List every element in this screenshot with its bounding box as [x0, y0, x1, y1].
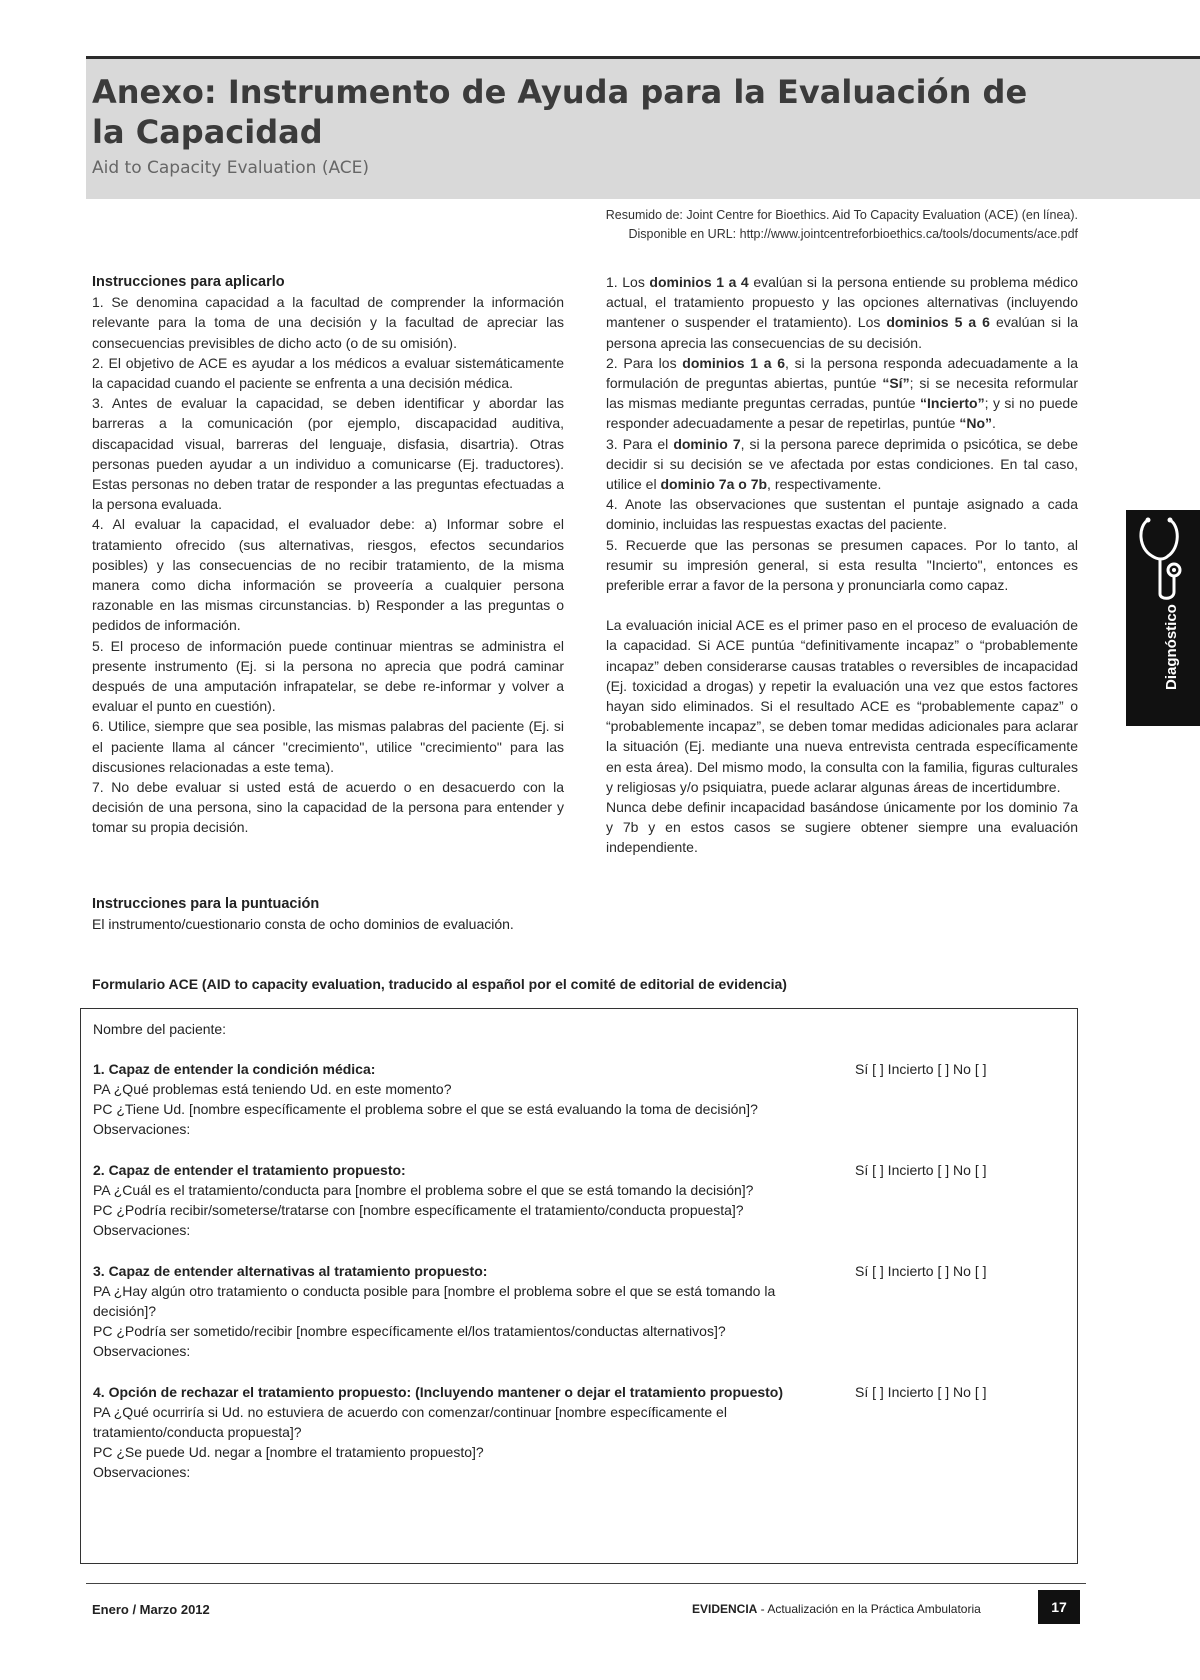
- issue-date: Enero / Marzo 2012: [92, 1602, 210, 1617]
- section-tab: [1126, 510, 1200, 726]
- domain-closed-question: PC ¿Se puede Ud. negar a [nombre el tratamiento propuesto]?: [93, 1444, 484, 1460]
- evaluation-note: Nunca debe definir incapacidad basándose únicamente por los dominio 7a y 7b y en estos casos se sugiere obtener siempre una evaluación independiente.: [606, 799, 1078, 856]
- evaluation-paragraph: La evaluación inicial ACE es el primer paso en el proceso de evaluación de la capacidad. Si ACE puntúa “definitivamente incapaz” o “probablemente incapaz” deben considerarse causas tratables o reversibles de incapacidad (Ej. toxicidad a drogas) y repetir la evaluación una vez que estos factores hayan sido eliminados. Si el resultado ACE es “probablemente capaz” o “probablemente incapaz”, se deben tomar medidas adicionales para aclarar la situación (Ej. mediante una nueva entrevista centrada específicamente en esta área). Del mismo modo, la consulta con la familia, figuras culturales y religiosas y/o psiquiatra, puede aclarar algunas áreas de incertidumbre.: [606, 617, 1078, 795]
- instruction-item: 6. Utilice, siempre que sea posible, las mismas palabras del paciente (Ej. si el paciente llama al cáncer "crecimiento", utilice "crecimiento" para las discusiones relacionadas a este tema).: [92, 718, 564, 775]
- domain-observations: Observaciones:: [93, 1222, 191, 1238]
- instruction-item: 2. El objetivo de ACE es ayudar a los médicos a evaluar sistemáticamente la capacidad cuando el paciente se enfrenta a una decisión médica.: [92, 354, 564, 392]
- instructions-heading: Instrucciones para aplicarlo: [92, 274, 285, 290]
- domain-closed-question: PC ¿Podría recibir/someterse/tratarse con [nombre específicamente el tratamiento/conducta propuesta]?: [93, 1202, 744, 1218]
- domain-observations: Observaciones:: [93, 1464, 191, 1480]
- journal-name: EVIDENCIA - Actualización en la Práctica Ambulatoria: [692, 1602, 981, 1616]
- scoring-text: El instrumento/cuestionario consta de ocho dominios de evaluación.: [92, 916, 514, 932]
- source-citation: [606, 206, 1078, 244]
- instruction-item: 5. El proceso de información puede continuar mientras se administra el presente instrumento (Ej. si la persona no aprecia que podrá caminar después de una amputación infrapatelar, se debe re-informar y volver a evaluar el punto en cuestión).: [92, 637, 564, 715]
- section-tab-label: Diagnóstico: [1163, 604, 1180, 690]
- left-column: [92, 272, 564, 838]
- ace-form: [80, 1008, 1078, 1564]
- instruction-item: 3. Antes de evaluar la capacidad, se deben identificar y abordar las barreras a la comunicación (por ejemplo, discapacidad auditiva, discapacidad visual, barreras del lenguaje, disfasia, disartria). Otras personas pueden ayudar a un individuo a comunicarse (Ej. traductores). Estas personas no deben tratar de responder a las preguntas efectuadas a la persona evaluada.: [92, 395, 564, 513]
- scoring-section: [92, 894, 564, 934]
- form-caption: Formulario ACE (AID to capacity evaluation, traducido al español por el comité de editorial de evidencia): [92, 976, 787, 992]
- footer-rule: [86, 1583, 1086, 1584]
- scoring-rule-4: 4. Anote las observaciones que sustentan el puntaje asignado a cada dominio, incluidas las respuestas exactas del paciente.: [606, 496, 1078, 533]
- domain-answer-options[interactable]: Sí [ ] Incierto [ ] No [ ]: [855, 1384, 987, 1400]
- source-url-line: Disponible en URL: http://www.jointcentreforbioethics.ca/tools/documents/ace.pdf: [628, 227, 1078, 241]
- scoring-rule-2: 2. Para los dominios 1 a 6, si la persona responda adecuadamente a la formulación de preguntas abiertas, puntúe “Sí”; si se necesita reformular las mismas mediante preguntas cerradas, puntúe “Incierto”; y si no puede responder adecuadamente a pesar de repetirlas, puntúe “No”.: [606, 354, 1078, 432]
- domain-closed-question: PC ¿Podría ser sometido/recibir [nombre específicamente el/los tratamientos/conductas alternativos]?: [93, 1323, 726, 1339]
- domain-observations: Observaciones:: [93, 1343, 191, 1359]
- form-domain: [93, 1160, 1063, 1240]
- domain-title: 1. Capaz de entender la condición médica:: [93, 1061, 376, 1077]
- form-domain: [93, 1059, 1063, 1139]
- instruction-item: 4. Al evaluar la capacidad, el evaluador debe: a) Informar sobre el tratamiento ofrecido (sus alternativas, riesgos, efectos secundarios posibles) y las consecuencias de no recibir tratamiento, de la misma manera como dicha información se proveería a cualquier persona razonable en las mismas circunstancias. b) Responder a las preguntas o pedidos de información.: [92, 516, 564, 634]
- domain-open-question: PA ¿Cuál es el tratamiento/conducta para [nombre el problema sobre el que se está tomando la decisión]?: [93, 1182, 754, 1198]
- scoring-rule-3: 3. Para el dominio 7, si la persona parece deprimida o psicótica, se debe decidir si su decisión se ve afectada por estas condiciones. En tal caso, utilice el dominio 7a o 7b, respectivamente.: [606, 435, 1078, 493]
- domain-answer-options[interactable]: Sí [ ] Incierto [ ] No [ ]: [855, 1061, 987, 1077]
- source-line: Resumido de: Joint Centre for Bioethics. Aid To Capacity Evaluation (ACE) (en línea).: [605, 208, 1078, 222]
- form-domain: [93, 1261, 1063, 1361]
- domain-title: 2. Capaz de entender el tratamiento propuesto:: [93, 1162, 406, 1178]
- instruction-item: 7. No debe evaluar si usted está de acuerdo o en desacuerdo con la decisión de una persona, sino la capacidad de la persona para entender y tomar su propia decisión.: [92, 779, 564, 836]
- instruction-item: 1. Se denomina capacidad a la facultad de comprender la información relevante para la toma de una decisión y la facultad de apreciar las consecuencias previsibles de dicho acto (o de su omisión).: [92, 294, 564, 351]
- domain-open-question: PA ¿Hay algún otro tratamiento o conducta posible para [nombre el problema sobre el que se está tomando la decisión]?: [93, 1283, 776, 1319]
- scoring-rule-5: 5. Recuerde que las personas se presumen capaces. Por lo tanto, al resumir su impresión general, si esta resulta "Incierto", entonces es preferible errar a favor de la persona y pronunciarla como capaz.: [606, 536, 1078, 594]
- domain-closed-question: PC ¿Tiene Ud. [nombre específicamente el problema sobre el que se está evaluando la toma de decisión]?: [93, 1101, 758, 1117]
- patient-name-label: Nombre del paciente:: [93, 1021, 227, 1037]
- scoring-rule-1: 1. Los dominios 1 a 4 evalúan si la persona entiende su problema médico actual, el tratamiento propuesto y las opciones alternativas (incluyendo mantener o suspender el tratamiento). Los dominios 5 a 6 evalúan si la persona aprecia las consecuencias de su decisión.: [606, 274, 1079, 351]
- domain-open-question: PA ¿Qué ocurriría si Ud. no estuviera de acuerdo con comenzar/continuar [nombre específicamente el tratamiento/conducta propuesta]?: [93, 1404, 727, 1440]
- domain-open-question: PA ¿Qué problemas está teniendo Ud. en este momento?: [93, 1081, 452, 1097]
- domain-answer-options[interactable]: Sí [ ] Incierto [ ] No [ ]: [855, 1263, 987, 1279]
- stethoscope-icon: [1134, 514, 1192, 604]
- domain-title: 4. Opción de rechazar el tratamiento propuesto: (Incluyendo mantener o dejar el tratamiento propuesto): [93, 1384, 784, 1400]
- page-title: Anexo: Instrumento de Ayuda para la Evaluación de la Capacidad: [92, 73, 1028, 151]
- page-subtitle: Aid to Capacity Evaluation (ACE): [92, 158, 370, 178]
- domain-title: 3. Capaz de entender alternativas al tratamiento propuesto:: [93, 1263, 488, 1279]
- domain-observations: Observaciones:: [93, 1121, 191, 1137]
- domain-answer-options[interactable]: Sí [ ] Incierto [ ] No [ ]: [855, 1162, 987, 1178]
- page-number: 17: [1038, 1590, 1080, 1624]
- scoring-heading: Instrucciones para la puntuación: [92, 896, 320, 912]
- form-domain: [93, 1382, 1063, 1482]
- right-column: [606, 272, 1078, 858]
